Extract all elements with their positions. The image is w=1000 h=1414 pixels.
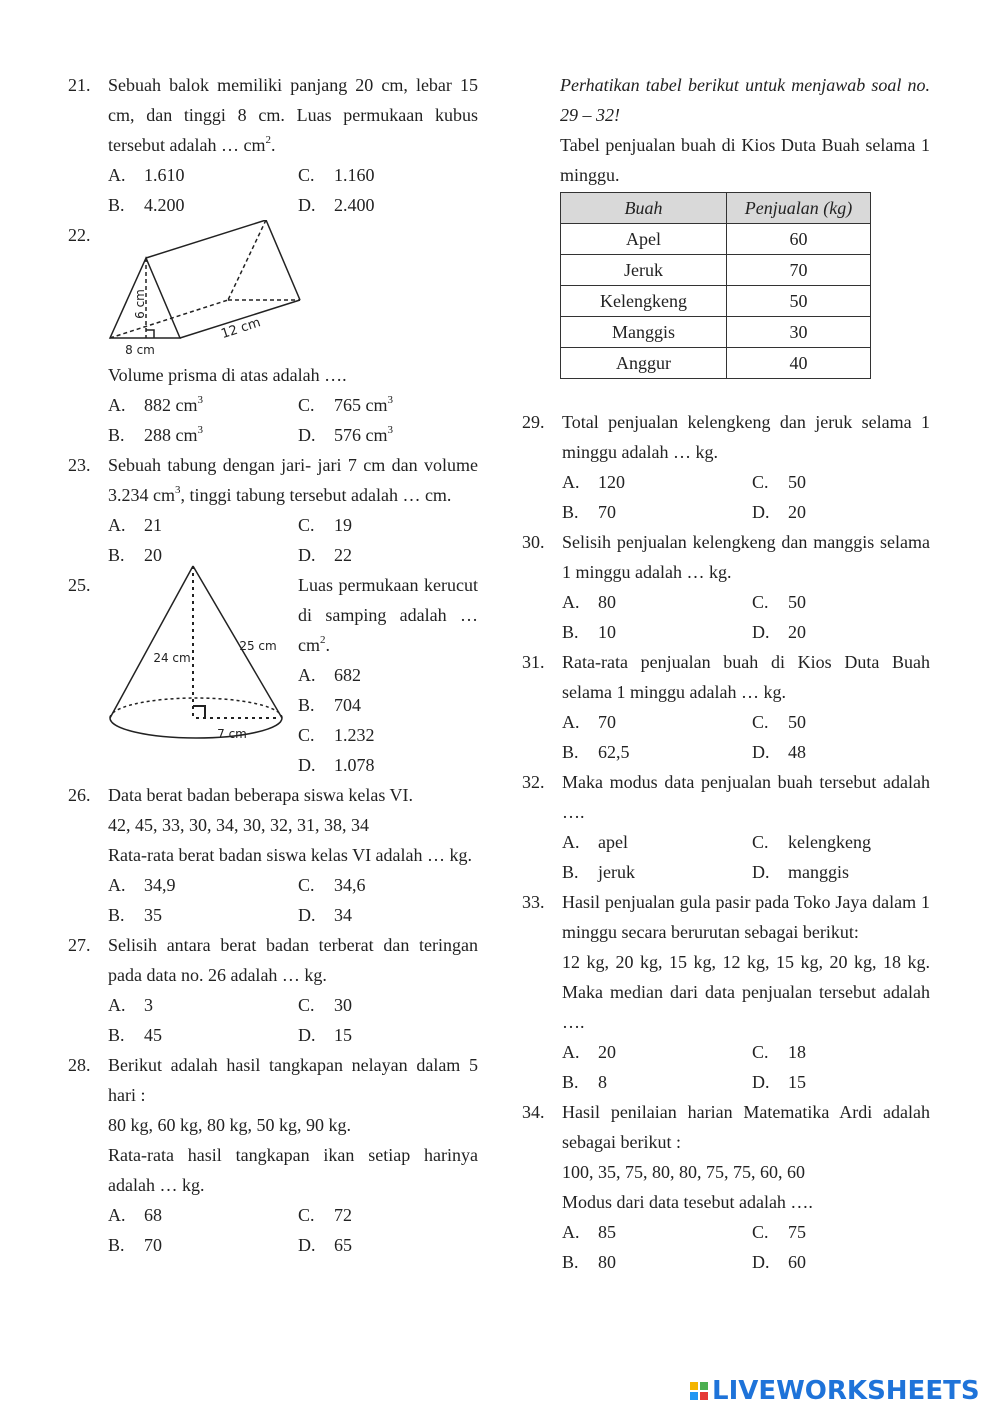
options	[562, 1217, 930, 1277]
question-text: Hasil penilaian harian Matematika Ardi adalah sebagai berikut :	[562, 1102, 930, 1152]
option[interactable]: D. 576 $cm^3$	[298, 424, 393, 445]
table-instruction: Perhatikan tabel berikut untuk menjawab soal no. 29 – 32!	[560, 75, 930, 125]
question-number: 32.	[522, 772, 545, 792]
table-intro	[522, 70, 930, 190]
question-number: 25.	[68, 575, 91, 595]
option[interactable]: C. 1.232	[298, 725, 375, 745]
question-23	[68, 450, 478, 570]
option[interactable]: A. apel	[562, 832, 628, 852]
option[interactable]: D. 1.078	[298, 755, 375, 775]
question-text: Sebuah balok memiliki panjang 20 cm, lebar 15 cm, dan tinggi 8 cm. Luas permukaan kubus tersebut adalah … $cm^2$.	[108, 75, 478, 155]
table-cell: 70	[727, 255, 871, 286]
question-29	[522, 407, 930, 527]
question-text: Rata-rata berat badan siswa kelas VI adalah … kg.	[108, 845, 473, 865]
option[interactable]: B. 288 $cm^3$	[108, 424, 203, 445]
question-number: 27.	[68, 935, 91, 955]
options	[298, 660, 478, 780]
option[interactable]: B. 4.200	[108, 195, 185, 215]
option[interactable]: D. 15	[298, 1025, 352, 1045]
option[interactable]: C. 1.160	[298, 165, 375, 185]
table-cell: Anggur	[561, 348, 727, 379]
question-text: Modus dari data tesebut adalah ….	[562, 1192, 813, 1212]
question-text: 12 kg, 20 kg, 15 kg, 12 kg, 15 kg, 20 kg, 18 kg. Maka median dari data penjualan tersebut adalah ….	[562, 952, 930, 1032]
question-30	[522, 527, 930, 647]
question-number: 33.	[522, 892, 545, 912]
left-column	[68, 70, 478, 1260]
logo-text: LIVEWORKSHEETS	[712, 1376, 980, 1406]
option[interactable]: B. 70	[108, 1235, 162, 1255]
question-31	[522, 647, 930, 767]
table-row	[561, 286, 871, 317]
question-text: Data berat badan beberapa siswa kelas VI.	[108, 785, 414, 805]
option[interactable]: D. 48	[752, 742, 806, 762]
logo-block	[690, 1392, 698, 1400]
table-row	[561, 317, 871, 348]
option[interactable]: C. 34,6	[298, 875, 366, 895]
table-row	[561, 255, 871, 286]
data-line: 80 kg, 60 kg, 80 kg, 50 kg, 90 kg.	[108, 1115, 351, 1135]
option[interactable]: B. 45	[108, 1025, 162, 1045]
option[interactable]: C. 19	[298, 515, 352, 535]
option[interactable]: D. 22	[298, 545, 352, 565]
option[interactable]: C. 50	[752, 712, 806, 732]
table-header: Penjualan (kg)	[727, 193, 871, 224]
option[interactable]: A. 68	[108, 1205, 162, 1225]
option[interactable]: D. 34	[298, 905, 352, 925]
question-text: Selisih penjualan kelengkeng dan manggis selama 1 minggu adalah … kg.	[562, 532, 930, 582]
question-text: Selisih antara berat badan terberat dan teringan pada data no. 26 adalah … kg.	[108, 935, 478, 985]
cone-height-label: 24 cm	[153, 651, 191, 665]
table-cell: 60	[727, 224, 871, 255]
logo-block	[700, 1392, 708, 1400]
options	[108, 870, 478, 930]
question-text: Total penjualan kelengkeng dan jeruk selama 1 minggu adalah … kg.	[562, 412, 930, 462]
question-text: Rata-rata hasil tangkapan ikan setiap harinya adalah … kg.	[108, 1145, 478, 1195]
question-text: Luas permukaan kerucut di samping adalah … $cm^2$.	[298, 575, 478, 655]
sales-table	[560, 192, 871, 379]
question-21	[68, 70, 478, 220]
question-number: 31.	[522, 652, 545, 672]
logo-block	[690, 1382, 698, 1390]
option[interactable]: D. 20	[752, 502, 806, 522]
table-cell: Manggis	[561, 317, 727, 348]
question-text: Maka modus data penjualan buah tersebut adalah ….	[562, 772, 930, 822]
option[interactable]: B. 62,5	[562, 742, 630, 762]
question-number: 28.	[68, 1055, 91, 1075]
right-column	[522, 70, 930, 1277]
option[interactable]: A. 85	[562, 1222, 616, 1242]
liveworksheets-logo[interactable]	[690, 1374, 990, 1408]
option[interactable]: B. 10	[562, 622, 616, 642]
prism-length-label: 12 cm	[219, 315, 263, 343]
table-header: Buah	[561, 193, 727, 224]
cone-slant-label: 25 cm	[239, 639, 277, 653]
question-28	[68, 1050, 478, 1260]
prism-height-label: 6 cm	[133, 289, 147, 319]
table-row	[561, 224, 871, 255]
table-row	[561, 348, 871, 379]
option[interactable]: A. 120	[562, 472, 625, 492]
question-25	[68, 570, 478, 780]
table-cell: 40	[727, 348, 871, 379]
table-cell: Apel	[561, 224, 727, 255]
logo-block	[700, 1382, 708, 1390]
option[interactable]: A. 682	[298, 665, 361, 685]
question-number: 30.	[522, 532, 545, 552]
option[interactable]: B. 8	[562, 1072, 607, 1092]
option[interactable]: C. 18	[752, 1042, 806, 1062]
option[interactable]: A. 34,9	[108, 875, 176, 895]
data-line: 42, 45, 33, 30, 34, 30, 32, 31, 38, 34	[108, 815, 369, 835]
option[interactable]: D. 60	[752, 1252, 806, 1272]
option[interactable]: C. 72	[298, 1205, 352, 1225]
option[interactable]: D. 20	[752, 622, 806, 642]
options	[108, 1200, 478, 1260]
option[interactable]: B. 704	[298, 695, 361, 715]
question-number: 34.	[522, 1102, 545, 1122]
question-34	[522, 1097, 930, 1277]
question-number: 29.	[522, 412, 545, 432]
question-text: Volume prisma di atas adalah ….	[108, 365, 347, 385]
options	[562, 1037, 930, 1097]
prism-base-label: 8 cm	[125, 343, 155, 357]
option[interactable]: B. jeruk	[562, 862, 635, 882]
option[interactable]: C. 765 $cm^3$	[298, 394, 393, 415]
table-cell: 50	[727, 286, 871, 317]
question-number: 22.	[68, 225, 91, 245]
option[interactable]: D. 65	[298, 1235, 352, 1255]
option[interactable]: C. 50	[752, 472, 806, 492]
question-32	[522, 767, 930, 887]
option[interactable]: D. 15	[752, 1072, 806, 1092]
option[interactable]: A. 3	[108, 995, 153, 1015]
option[interactable]: B. 80	[562, 1252, 616, 1272]
option[interactable]: C. kelengkeng	[752, 832, 871, 852]
option[interactable]: D. 2.400	[298, 195, 375, 215]
option[interactable]: A. 70	[562, 712, 616, 732]
option[interactable]: C. 50	[752, 592, 806, 612]
question-33	[522, 887, 930, 1097]
question-number: 23.	[68, 455, 91, 475]
question-text: Hasil penjualan gula pasir pada Toko Jaya dalam 1 minggu secara berurutan sebagai berikut:	[562, 892, 930, 942]
question-text: Rata-rata penjualan buah di Kios Duta Buah selama 1 minggu adalah … kg.	[562, 652, 930, 702]
option[interactable]: A. 882 $cm^3$	[108, 394, 203, 415]
option[interactable]: D. manggis	[752, 862, 849, 882]
table-cell: Jeruk	[561, 255, 727, 286]
options	[562, 827, 930, 887]
table-cell: Kelengkeng	[561, 286, 727, 317]
options	[108, 990, 478, 1050]
option[interactable]: B. 70	[562, 502, 616, 522]
option[interactable]: A. 20	[562, 1042, 616, 1062]
question-number: 26.	[68, 785, 91, 805]
question-text: Sebuah tabung dengan jari- jari 7 cm dan volume 3.234 $cm^3$, tinggi tabung tersebut adalah … cm.	[108, 455, 478, 505]
option[interactable]: B. 20	[108, 545, 162, 565]
question-text: Berikut adalah hasil tangkapan nelayan dalam 5 hari :	[108, 1055, 478, 1105]
option[interactable]: A. 1.610	[108, 165, 185, 185]
question-26	[68, 780, 478, 930]
logo-icon	[690, 1382, 708, 1400]
data-line: 100, 35, 75, 80, 80, 75, 75, 60, 60	[562, 1162, 805, 1182]
prism-figure	[108, 220, 308, 360]
table-cell: 30	[727, 317, 871, 348]
table-header-row	[561, 193, 871, 224]
option[interactable]: C. 30	[298, 995, 352, 1015]
options	[108, 160, 478, 220]
cone-radius-label: 7 cm	[217, 727, 247, 741]
table-caption: Tabel penjualan buah di Kios Duta Buah selama 1 minggu.	[560, 135, 930, 185]
option[interactable]: A. 21	[108, 515, 162, 535]
options	[562, 707, 930, 767]
cone-figure	[108, 558, 288, 758]
question-27	[68, 930, 478, 1050]
options	[562, 587, 930, 647]
option[interactable]: A. 80	[562, 592, 616, 612]
option[interactable]: C. 75	[752, 1222, 806, 1242]
options	[562, 467, 930, 527]
question-number: 21.	[68, 75, 91, 95]
question-22	[68, 220, 478, 450]
options	[108, 390, 478, 450]
option[interactable]: B. 35	[108, 905, 162, 925]
